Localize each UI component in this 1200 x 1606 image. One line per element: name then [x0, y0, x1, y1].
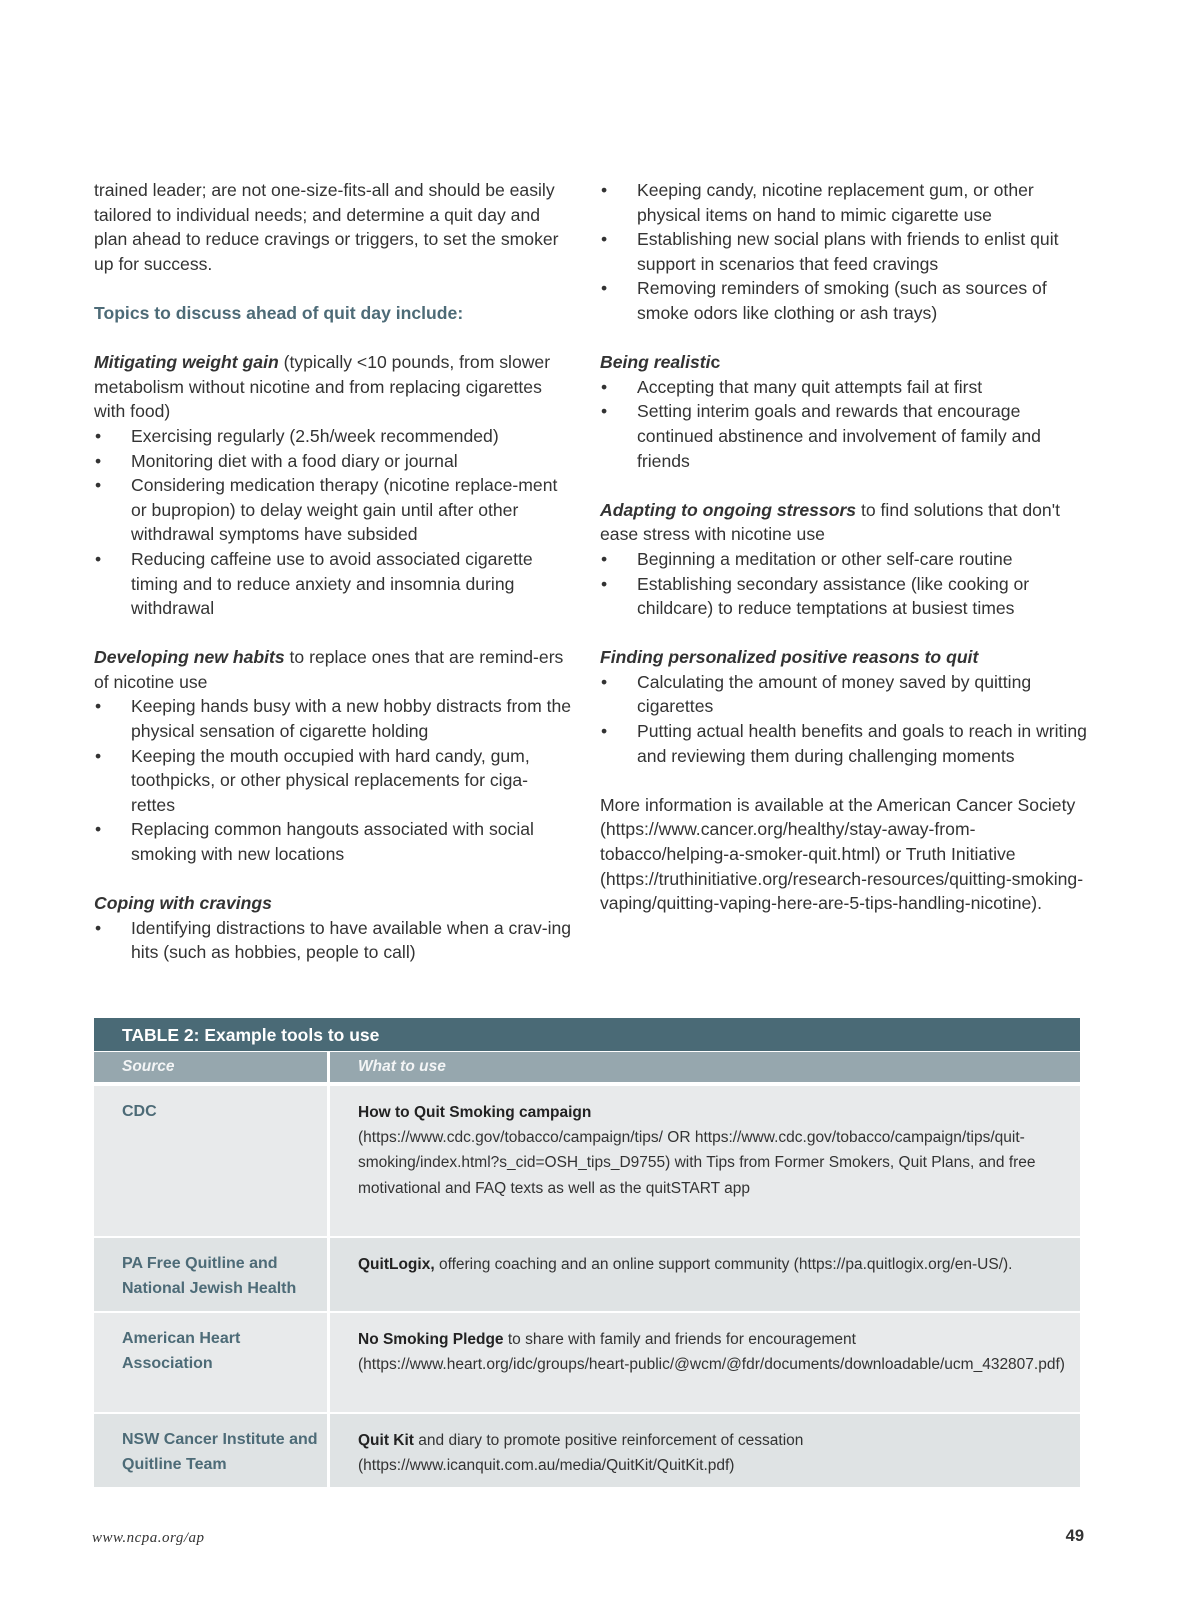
- stressors-lead: Adapting to ongoing stressors: [600, 499, 857, 520]
- stressors-section-intro: [600, 498, 1090, 547]
- realistic-section-intro: [600, 350, 1090, 375]
- list-item: • Accepting that many quit attempts fail at first: [600, 375, 1090, 400]
- list-item: • Monitoring diet with a food diary or journal: [94, 449, 572, 474]
- weight-section-intro: [94, 350, 572, 424]
- intro-paragraph: trained leader; are not one-size-fits-all and should be easily tailored to individual needs; and determine a quit day and plan ahead to reduce cravings or triggers, to set the smoker up for success.: [94, 180, 559, 274]
- habits-lead: Developing new habits: [94, 647, 285, 668]
- list-item: • Exercising regularly (2.5h/week recommended): [94, 424, 572, 449]
- weight-bullets: [94, 424, 572, 621]
- list-item: • Keeping hands busy with a new hobby distracts from the physical sensation of cigarette holding: [94, 694, 572, 743]
- right-column: [600, 178, 1090, 916]
- what-cell: [330, 1414, 1080, 1487]
- list-item: • Establishing new social plans with friends to enlist quit support in scenarios that feed cravings: [600, 227, 1090, 276]
- table-row: [94, 1084, 1080, 1236]
- realistic-bullets: [600, 375, 1090, 473]
- what-cell-text: (https://www.cdc.gov/tobacco/campaign/tips/ OR https://www.cdc.gov/tobacco/campaign/tips/quit-smoking/index.html?s_cid=OSH_tips_D9755) with Tips from Former Smokers, Quit Plans, and free motivational and FAQ texts as well as the quitSTART app: [358, 1129, 1036, 1197]
- source-cell: PA Free Quitline and National Jewish Health: [94, 1238, 330, 1311]
- list-item: • Keeping the mouth occupied with hard candy, gum, toothpicks, or other physical replacements for ciga-rettes: [94, 744, 572, 818]
- list-item: • Putting actual health benefits and goals to reach in writing and reviewing them during challenging moments: [600, 719, 1090, 768]
- realistic-lead-tail: c: [710, 352, 721, 373]
- column-header-source: Source: [94, 1052, 330, 1082]
- table-header-row: [94, 1052, 1080, 1084]
- footer-url: www.ncpa.org/ap: [92, 1530, 205, 1546]
- what-cell-text: and diary to promote positive reinforcement of cessation (https://www.icanquit.com.au/media/QuitKit/QuitKit.pdf): [358, 1432, 804, 1475]
- list-item: • Beginning a meditation or other self-care routine: [600, 547, 1090, 572]
- list-item: • Calculating the amount of money saved by quitting cigarettes: [600, 670, 1090, 719]
- list-item: • Establishing secondary assistance (like cooking or childcare) to reduce temptations at busiest times: [600, 572, 1090, 621]
- habits-section-intro: [94, 645, 572, 694]
- table-title: TABLE 2: Example tools to use: [94, 1018, 1080, 1052]
- list-item: • Considering medication therapy (nicotine replace-ment or bupropion) to delay weight gain until after other withdrawal symptoms have subsided: [94, 473, 572, 547]
- left-column: [94, 178, 572, 965]
- column-header-what: What to use: [358, 1058, 446, 1075]
- list-item: • Removing reminders of smoking (such as sources of smoke odors like clothing or ash trays): [600, 276, 1090, 325]
- weight-lead: Mitigating weight gain: [94, 352, 279, 373]
- list-item: • Replacing common hangouts associated with social smoking with new locations: [94, 817, 572, 866]
- list-item: • Reducing caffeine use to avoid associated cigarette timing and to reduce anxiety and insomnia during withdrawal: [94, 547, 572, 621]
- table-row: [94, 1412, 1080, 1487]
- what-cell-bold: No Smoking Pledge: [358, 1331, 504, 1348]
- list-item: • Identifying distractions to have available when a crav-ing hits (such as hobbies, people to call): [94, 916, 572, 965]
- what-cell-text: offering coaching and an online support community (https://pa.quitlogix.org/en-US/).: [434, 1256, 1013, 1273]
- cravings-section-intro: [94, 891, 572, 916]
- tools-table: [94, 1018, 1080, 1487]
- cravings-continued-bullets: [600, 178, 1090, 326]
- reasons-lead: Finding personalized positive reasons to quit: [600, 647, 979, 668]
- source-cell: CDC: [94, 1086, 330, 1236]
- table-row: [94, 1311, 1080, 1412]
- source-cell: American Heart Association: [94, 1313, 330, 1412]
- page-number: 49: [1065, 1527, 1084, 1545]
- cravings-bullets: [94, 916, 572, 965]
- table-row: [94, 1236, 1080, 1311]
- source-cell: NSW Cancer Institute and Quitline Team: [94, 1414, 330, 1487]
- weight-rest: (typically <10 pounds, from slower metabolism without nicotine and from replacing cigarettes with food): [94, 352, 551, 422]
- list-item: • Keeping candy, nicotine replacement gum, or other physical items on hand to mimic cigarette use: [600, 178, 1090, 227]
- stressors-rest: to find solutions that don't ease stress with nicotine use: [600, 499, 1060, 545]
- what-cell: [330, 1086, 1080, 1236]
- stressors-bullets: [600, 547, 1090, 621]
- realistic-lead: Being realisti: [600, 352, 711, 373]
- topics-heading: Topics to discuss ahead of quit day include:: [94, 302, 464, 323]
- habits-bullets: [94, 694, 572, 866]
- more-info-paragraph: More information is available at the American Cancer Society (https://www.cancer.org/healthy/stay-away-from-tobacco/helping-a-smoker-quit.html) or Truth Initiative (https://truthinitiative.org/research-resources/quitting-smoking-vaping/quitting-vaping-here-are-5-tips-handling-nicotine).: [600, 794, 1084, 914]
- what-cell-bold: QuitLogix,: [358, 1256, 435, 1273]
- what-cell-text: to share with family and friends for encouragement (https://www.heart.org/idc/groups/heart-public/@wcm/@fdr/documents/downloadable/ucm_432807.pdf): [358, 1331, 1065, 1374]
- habits-rest: to replace ones that are remind-ers of nicotine use: [94, 647, 564, 692]
- list-item: • Setting interim goals and rewards that encourage continued abstinence and involvement of family and friends: [600, 399, 1090, 473]
- what-cell: [330, 1313, 1080, 1412]
- cravings-lead: Coping with cravings: [94, 893, 272, 914]
- reasons-section-intro: [600, 645, 1090, 670]
- what-cell-bold: How to Quit Smoking campaign: [358, 1104, 592, 1121]
- what-cell: [330, 1238, 1080, 1311]
- what-cell-bold: Quit Kit: [358, 1432, 414, 1449]
- reasons-bullets: [600, 670, 1090, 768]
